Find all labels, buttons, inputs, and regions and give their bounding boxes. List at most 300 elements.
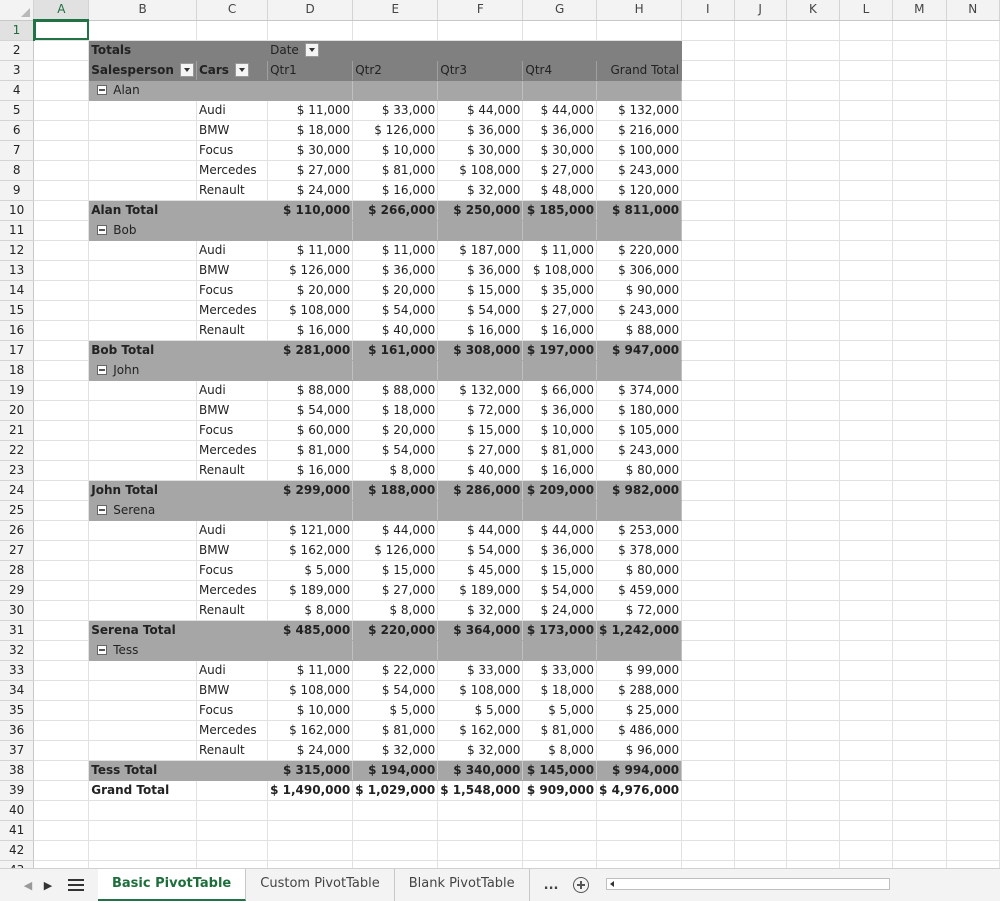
filter-dropdown-icon[interactable] bbox=[305, 43, 319, 57]
pivot-subtotal-value[interactable]: $ 982,000 bbox=[597, 480, 682, 500]
cell[interactable] bbox=[682, 160, 734, 180]
cell[interactable] bbox=[734, 640, 786, 660]
pivot-value-cell[interactable]: $ 5,000 bbox=[353, 700, 438, 720]
pivot-salesperson-field[interactable] bbox=[89, 60, 197, 80]
row-header[interactable]: 21 bbox=[0, 420, 34, 440]
pivot-indent-cell[interactable] bbox=[89, 140, 197, 160]
more-tabs-button[interactable]: ... bbox=[543, 877, 559, 893]
cell[interactable] bbox=[892, 160, 946, 180]
pivot-value-cell[interactable]: $ 30,000 bbox=[268, 140, 353, 160]
cell[interactable] bbox=[892, 680, 946, 700]
cell[interactable] bbox=[34, 500, 89, 520]
cell[interactable] bbox=[682, 240, 734, 260]
cell[interactable] bbox=[682, 800, 734, 820]
cell[interactable] bbox=[734, 700, 786, 720]
cell[interactable] bbox=[34, 540, 89, 560]
cell[interactable] bbox=[523, 20, 597, 40]
cell[interactable] bbox=[840, 600, 893, 620]
cell[interactable] bbox=[734, 120, 786, 140]
pivot-indent-cell[interactable] bbox=[89, 520, 197, 540]
sheet-tab-custom-pivottable[interactable]: Custom PivotTable bbox=[246, 869, 394, 901]
cell[interactable] bbox=[840, 660, 893, 680]
cell[interactable] bbox=[892, 380, 946, 400]
pivot-value-cell[interactable]: $ 486,000 bbox=[597, 720, 682, 740]
cell[interactable] bbox=[682, 520, 734, 540]
pivot-value-cell[interactable]: $ 72,000 bbox=[438, 400, 523, 420]
cell[interactable] bbox=[892, 840, 946, 860]
pivot-subtotal-value[interactable]: $ 1,242,000 bbox=[597, 620, 682, 640]
cell[interactable] bbox=[786, 460, 839, 480]
cell[interactable] bbox=[892, 760, 946, 780]
cell[interactable] bbox=[734, 500, 786, 520]
pivot-value-cell[interactable]: $ 11,000 bbox=[523, 240, 597, 260]
pivot-value-cell[interactable]: $ 20,000 bbox=[353, 420, 438, 440]
pivot-value-cell[interactable]: $ 30,000 bbox=[438, 140, 523, 160]
pivot-subtotal-value[interactable]: $ 145,000 bbox=[523, 760, 597, 780]
pivot-value-cell[interactable]: $ 44,000 bbox=[353, 520, 438, 540]
cell[interactable] bbox=[786, 780, 839, 800]
pivot-indent-cell[interactable] bbox=[89, 540, 197, 560]
cell[interactable] bbox=[946, 80, 999, 100]
pivot-value-cell[interactable]: $ 80,000 bbox=[597, 460, 682, 480]
cell[interactable] bbox=[34, 140, 89, 160]
pivot-car-label[interactable]: Mercedes bbox=[196, 160, 267, 180]
cell[interactable] bbox=[892, 100, 946, 120]
column-header-n[interactable]: N bbox=[946, 0, 999, 20]
cell[interactable] bbox=[268, 840, 353, 860]
pivot-indent-cell[interactable] bbox=[89, 380, 197, 400]
cell[interactable] bbox=[734, 780, 786, 800]
cell[interactable] bbox=[682, 320, 734, 340]
pivot-group-cell[interactable] bbox=[353, 360, 438, 380]
cell[interactable] bbox=[892, 820, 946, 840]
cell[interactable] bbox=[786, 740, 839, 760]
cell[interactable] bbox=[840, 260, 893, 280]
collapse-minus-icon[interactable] bbox=[97, 85, 107, 95]
cell[interactable] bbox=[734, 360, 786, 380]
cell[interactable] bbox=[682, 700, 734, 720]
pivot-group-header[interactable] bbox=[89, 640, 268, 660]
cell[interactable] bbox=[34, 120, 89, 140]
cell[interactable] bbox=[946, 420, 999, 440]
row-header[interactable]: 22 bbox=[0, 440, 34, 460]
cell[interactable] bbox=[34, 160, 89, 180]
cell[interactable] bbox=[892, 480, 946, 500]
pivot-value-cell[interactable]: $ 16,000 bbox=[523, 320, 597, 340]
cell[interactable] bbox=[786, 420, 839, 440]
pivot-group-cell[interactable] bbox=[268, 220, 353, 240]
cell[interactable] bbox=[892, 20, 946, 40]
cell[interactable] bbox=[734, 460, 786, 480]
cell[interactable] bbox=[946, 740, 999, 760]
cell[interactable] bbox=[34, 260, 89, 280]
pivot-car-label[interactable]: Audi bbox=[196, 380, 267, 400]
cell[interactable] bbox=[682, 440, 734, 460]
cell[interactable] bbox=[734, 60, 786, 80]
cell[interactable] bbox=[682, 340, 734, 360]
pivot-value-cell[interactable]: $ 99,000 bbox=[597, 660, 682, 680]
pivot-value-cell[interactable]: $ 378,000 bbox=[597, 540, 682, 560]
pivot-value-cell[interactable]: $ 27,000 bbox=[523, 300, 597, 320]
pivot-car-label[interactable]: Audi bbox=[196, 240, 267, 260]
pivot-subtotal-value[interactable]: $ 194,000 bbox=[353, 760, 438, 780]
row-header[interactable]: 29 bbox=[0, 580, 34, 600]
cell[interactable] bbox=[682, 540, 734, 560]
row-header[interactable]: 17 bbox=[0, 340, 34, 360]
pivot-subtotal-value[interactable]: $ 364,000 bbox=[438, 620, 523, 640]
cell[interactable] bbox=[34, 180, 89, 200]
pivot-group-cell[interactable] bbox=[268, 640, 353, 660]
row-header[interactable]: 41 bbox=[0, 820, 34, 840]
cell[interactable] bbox=[682, 480, 734, 500]
pivot-value-cell[interactable]: $ 306,000 bbox=[597, 260, 682, 280]
pivot-indent-cell[interactable] bbox=[89, 700, 197, 720]
cell[interactable] bbox=[786, 760, 839, 780]
cell[interactable] bbox=[892, 500, 946, 520]
cell[interactable] bbox=[34, 760, 89, 780]
cell[interactable] bbox=[840, 20, 893, 40]
cell[interactable] bbox=[946, 680, 999, 700]
cell[interactable] bbox=[682, 420, 734, 440]
cell[interactable] bbox=[946, 260, 999, 280]
active-cell[interactable] bbox=[34, 20, 89, 40]
pivot-value-cell[interactable]: $ 5,000 bbox=[523, 700, 597, 720]
cell[interactable] bbox=[682, 460, 734, 480]
pivot-indent-cell[interactable] bbox=[89, 660, 197, 680]
cell[interactable] bbox=[682, 80, 734, 100]
cell[interactable] bbox=[34, 740, 89, 760]
cell[interactable] bbox=[840, 60, 893, 80]
pivot-group-header[interactable] bbox=[89, 80, 268, 100]
cell[interactable] bbox=[946, 460, 999, 480]
cell[interactable] bbox=[786, 20, 839, 40]
pivot-group-cell[interactable] bbox=[438, 500, 523, 520]
cell[interactable] bbox=[840, 120, 893, 140]
cell[interactable] bbox=[840, 240, 893, 260]
row-header[interactable]: 11 bbox=[0, 220, 34, 240]
cell[interactable] bbox=[34, 580, 89, 600]
pivot-group-cell[interactable] bbox=[353, 640, 438, 660]
cell[interactable] bbox=[682, 180, 734, 200]
row-header[interactable]: 28 bbox=[0, 560, 34, 580]
cell[interactable] bbox=[734, 160, 786, 180]
cell[interactable] bbox=[734, 380, 786, 400]
cell[interactable] bbox=[946, 160, 999, 180]
cell[interactable] bbox=[892, 140, 946, 160]
pivot-value-cell[interactable]: $ 16,000 bbox=[268, 460, 353, 480]
cell[interactable] bbox=[786, 40, 839, 60]
pivot-value-cell[interactable]: $ 8,000 bbox=[523, 740, 597, 760]
cell[interactable] bbox=[34, 400, 89, 420]
cell[interactable] bbox=[34, 660, 89, 680]
pivot-value-cell[interactable]: $ 16,000 bbox=[268, 320, 353, 340]
row-header[interactable]: 37 bbox=[0, 740, 34, 760]
cell[interactable] bbox=[946, 40, 999, 60]
pivot-grand-total-label[interactable]: Grand Total bbox=[89, 780, 197, 800]
cell[interactable] bbox=[34, 820, 89, 840]
pivot-car-label[interactable]: Renault bbox=[196, 740, 267, 760]
pivot-indent-cell[interactable] bbox=[89, 740, 197, 760]
cell[interactable] bbox=[946, 120, 999, 140]
cell[interactable] bbox=[89, 840, 197, 860]
pivot-indent-cell[interactable] bbox=[89, 460, 197, 480]
cell[interactable] bbox=[682, 40, 734, 60]
scroll-arrow-left-icon[interactable] bbox=[610, 881, 614, 887]
sheet-tab-blank-pivottable[interactable]: Blank PivotTable bbox=[395, 869, 530, 901]
row-header[interactable]: 6 bbox=[0, 120, 34, 140]
pivot-value-cell[interactable]: $ 25,000 bbox=[597, 700, 682, 720]
pivot-car-label[interactable]: Focus bbox=[196, 280, 267, 300]
cell[interactable] bbox=[523, 820, 597, 840]
pivot-group-header[interactable] bbox=[89, 220, 268, 240]
pivot-grand-total-value[interactable]: $ 1,548,000 bbox=[438, 780, 523, 800]
row-header[interactable]: 4 bbox=[0, 80, 34, 100]
cell[interactable] bbox=[682, 660, 734, 680]
pivot-value-cell[interactable]: $ 36,000 bbox=[523, 120, 597, 140]
pivot-car-label[interactable]: BMW bbox=[196, 400, 267, 420]
pivot-grand-total-value[interactable]: $ 1,490,000 bbox=[268, 780, 353, 800]
pivot-indent-cell[interactable] bbox=[89, 600, 197, 620]
row-header[interactable]: 27 bbox=[0, 540, 34, 560]
cell[interactable] bbox=[892, 520, 946, 540]
cell[interactable] bbox=[892, 60, 946, 80]
cell[interactable] bbox=[840, 160, 893, 180]
pivot-value-cell[interactable]: $ 108,000 bbox=[438, 160, 523, 180]
pivot-value-cell[interactable]: $ 54,000 bbox=[353, 680, 438, 700]
pivot-value-cell[interactable]: $ 24,000 bbox=[523, 600, 597, 620]
cell[interactable] bbox=[682, 500, 734, 520]
pivot-subtotal-value[interactable]: $ 185,000 bbox=[523, 200, 597, 220]
pivot-subtotal-value[interactable]: $ 188,000 bbox=[353, 480, 438, 500]
pivot-value-cell[interactable]: $ 33,000 bbox=[353, 100, 438, 120]
cell[interactable] bbox=[734, 840, 786, 860]
cell[interactable] bbox=[786, 480, 839, 500]
cell[interactable] bbox=[840, 440, 893, 460]
pivot-value-cell[interactable]: $ 11,000 bbox=[353, 240, 438, 260]
cell[interactable] bbox=[682, 680, 734, 700]
pivot-grand-total-value[interactable]: $ 4,976,000 bbox=[597, 780, 682, 800]
pivot-value-cell[interactable]: $ 189,000 bbox=[268, 580, 353, 600]
pivot-value-cell[interactable]: $ 162,000 bbox=[268, 540, 353, 560]
column-header-g[interactable]: G bbox=[523, 0, 597, 20]
pivot-value-cell[interactable]: $ 126,000 bbox=[353, 120, 438, 140]
pivot-value-cell[interactable]: $ 45,000 bbox=[438, 560, 523, 580]
pivot-subtotal-value[interactable]: $ 994,000 bbox=[597, 760, 682, 780]
row-header[interactable]: 7 bbox=[0, 140, 34, 160]
cell[interactable] bbox=[734, 760, 786, 780]
pivot-cars-field[interactable] bbox=[196, 60, 267, 80]
cell[interactable] bbox=[34, 700, 89, 720]
pivot-car-label[interactable]: Renault bbox=[196, 460, 267, 480]
row-header[interactable]: 38 bbox=[0, 760, 34, 780]
cell[interactable] bbox=[523, 800, 597, 820]
cell[interactable] bbox=[946, 540, 999, 560]
cell[interactable] bbox=[786, 600, 839, 620]
cell[interactable] bbox=[734, 280, 786, 300]
cell[interactable] bbox=[34, 620, 89, 640]
pivot-value-cell[interactable]: $ 72,000 bbox=[597, 600, 682, 620]
cell[interactable] bbox=[34, 240, 89, 260]
pivot-value-cell[interactable]: $ 220,000 bbox=[597, 240, 682, 260]
row-header[interactable]: 20 bbox=[0, 400, 34, 420]
pivot-value-cell[interactable]: $ 44,000 bbox=[523, 520, 597, 540]
cell[interactable] bbox=[892, 220, 946, 240]
cell[interactable] bbox=[89, 800, 197, 820]
pivot-value-cell[interactable]: $ 44,000 bbox=[523, 100, 597, 120]
pivot-value-cell[interactable]: $ 81,000 bbox=[353, 720, 438, 740]
pivot-value-cell[interactable]: $ 36,000 bbox=[438, 120, 523, 140]
cell[interactable] bbox=[840, 100, 893, 120]
add-sheet-icon[interactable] bbox=[573, 877, 589, 893]
cell[interactable] bbox=[734, 400, 786, 420]
cell[interactable] bbox=[946, 200, 999, 220]
cell[interactable] bbox=[682, 740, 734, 760]
pivot-car-label[interactable]: BMW bbox=[196, 680, 267, 700]
pivot-value-cell[interactable]: $ 66,000 bbox=[523, 380, 597, 400]
cell[interactable] bbox=[946, 320, 999, 340]
pivot-subtotal-value[interactable]: $ 197,000 bbox=[523, 340, 597, 360]
pivot-group-header[interactable] bbox=[89, 360, 268, 380]
pivot-value-cell[interactable]: $ 36,000 bbox=[438, 260, 523, 280]
cell[interactable] bbox=[946, 340, 999, 360]
cell[interactable] bbox=[840, 500, 893, 520]
cell[interactable] bbox=[840, 820, 893, 840]
pivot-car-label[interactable]: Audi bbox=[196, 520, 267, 540]
pivot-value-cell[interactable]: $ 81,000 bbox=[523, 440, 597, 460]
cell[interactable] bbox=[438, 20, 523, 40]
row-header[interactable]: 42 bbox=[0, 840, 34, 860]
cell[interactable] bbox=[892, 640, 946, 660]
pivot-subtotal-value[interactable]: $ 220,000 bbox=[353, 620, 438, 640]
pivot-value-cell[interactable]: $ 180,000 bbox=[597, 400, 682, 420]
pivot-subtotal-value[interactable]: $ 281,000 bbox=[268, 340, 353, 360]
cell[interactable] bbox=[892, 80, 946, 100]
cell[interactable] bbox=[734, 100, 786, 120]
pivot-value-cell[interactable]: $ 32,000 bbox=[353, 740, 438, 760]
cell[interactable] bbox=[946, 20, 999, 40]
pivot-group-cell[interactable] bbox=[353, 500, 438, 520]
pivot-indent-cell[interactable] bbox=[89, 120, 197, 140]
pivot-value-cell[interactable]: $ 36,000 bbox=[353, 260, 438, 280]
cell[interactable] bbox=[840, 460, 893, 480]
row-header[interactable]: 2 bbox=[0, 40, 34, 60]
pivot-car-label[interactable]: Renault bbox=[196, 180, 267, 200]
pivot-subtotal-value[interactable]: $ 947,000 bbox=[597, 340, 682, 360]
cell[interactable] bbox=[34, 100, 89, 120]
cell[interactable] bbox=[840, 320, 893, 340]
collapse-minus-icon[interactable] bbox=[97, 365, 107, 375]
cell[interactable] bbox=[734, 520, 786, 540]
pivot-indent-cell[interactable] bbox=[89, 420, 197, 440]
cell[interactable] bbox=[946, 580, 999, 600]
row-header[interactable]: 24 bbox=[0, 480, 34, 500]
pivot-group-cell[interactable] bbox=[438, 80, 523, 100]
cell[interactable] bbox=[840, 700, 893, 720]
cell[interactable] bbox=[734, 260, 786, 280]
cell[interactable] bbox=[840, 380, 893, 400]
cell[interactable] bbox=[89, 820, 197, 840]
cell[interactable] bbox=[786, 200, 839, 220]
cell[interactable] bbox=[840, 200, 893, 220]
cell[interactable] bbox=[786, 580, 839, 600]
pivot-subtotal-value[interactable]: $ 315,000 bbox=[268, 760, 353, 780]
cell[interactable] bbox=[34, 40, 89, 60]
cell[interactable] bbox=[840, 420, 893, 440]
pivot-value-cell[interactable]: $ 18,000 bbox=[523, 680, 597, 700]
row-header[interactable]: 12 bbox=[0, 240, 34, 260]
cell[interactable] bbox=[597, 840, 682, 860]
cell[interactable] bbox=[786, 820, 839, 840]
cell[interactable] bbox=[734, 540, 786, 560]
cell[interactable] bbox=[34, 780, 89, 800]
cell[interactable] bbox=[34, 340, 89, 360]
cell[interactable] bbox=[734, 560, 786, 580]
row-header[interactable]: 25 bbox=[0, 500, 34, 520]
pivot-car-label[interactable]: BMW bbox=[196, 260, 267, 280]
pivot-group-cell[interactable] bbox=[597, 640, 682, 660]
cell[interactable] bbox=[892, 580, 946, 600]
cell[interactable] bbox=[892, 720, 946, 740]
pivot-group-cell[interactable] bbox=[268, 500, 353, 520]
pivot-value-cell[interactable]: $ 108,000 bbox=[523, 260, 597, 280]
cell[interactable] bbox=[786, 360, 839, 380]
select-all-corner[interactable] bbox=[0, 0, 34, 20]
pivot-value-cell[interactable]: $ 243,000 bbox=[597, 440, 682, 460]
cell[interactable] bbox=[682, 140, 734, 160]
pivot-car-label[interactable]: BMW bbox=[196, 540, 267, 560]
cell[interactable] bbox=[734, 220, 786, 240]
pivot-value-cell[interactable]: $ 54,000 bbox=[268, 400, 353, 420]
sheet-tab-basic-pivottable[interactable]: Basic PivotTable bbox=[98, 869, 246, 901]
cell[interactable] bbox=[840, 520, 893, 540]
scroll-right-icon[interactable]: ▶ bbox=[43, 878, 53, 892]
cell[interactable] bbox=[946, 660, 999, 680]
row-header[interactable]: 32 bbox=[0, 640, 34, 660]
pivot-value-cell[interactable]: $ 8,000 bbox=[268, 600, 353, 620]
pivot-subtotal-value[interactable]: $ 209,000 bbox=[523, 480, 597, 500]
pivot-value-cell[interactable]: $ 35,000 bbox=[523, 280, 597, 300]
cell[interactable] bbox=[34, 640, 89, 660]
cell[interactable] bbox=[682, 720, 734, 740]
pivot-value-cell[interactable]: $ 108,000 bbox=[268, 680, 353, 700]
cell[interactable] bbox=[892, 240, 946, 260]
cell[interactable] bbox=[840, 620, 893, 640]
cell[interactable] bbox=[786, 400, 839, 420]
pivot-value-cell[interactable]: $ 15,000 bbox=[438, 420, 523, 440]
pivot-value-cell[interactable]: $ 20,000 bbox=[353, 280, 438, 300]
cell[interactable] bbox=[353, 800, 438, 820]
cell[interactable] bbox=[34, 680, 89, 700]
pivot-value-cell[interactable]: $ 216,000 bbox=[597, 120, 682, 140]
cell[interactable] bbox=[840, 140, 893, 160]
cell[interactable] bbox=[840, 180, 893, 200]
pivot-subtotal-label[interactable]: Tess Total bbox=[89, 760, 268, 780]
pivot-value-cell[interactable]: $ 33,000 bbox=[438, 660, 523, 680]
cell[interactable] bbox=[892, 540, 946, 560]
cell[interactable] bbox=[268, 20, 353, 40]
cell[interactable] bbox=[34, 800, 89, 820]
cell[interactable] bbox=[786, 180, 839, 200]
cell[interactable] bbox=[892, 40, 946, 60]
pivot-group-cell[interactable] bbox=[438, 220, 523, 240]
cell[interactable] bbox=[786, 640, 839, 660]
cell[interactable] bbox=[34, 420, 89, 440]
row-header[interactable]: 35 bbox=[0, 700, 34, 720]
cell[interactable] bbox=[840, 680, 893, 700]
pivot-value-cell[interactable]: $ 32,000 bbox=[438, 180, 523, 200]
pivot-group-cell[interactable] bbox=[523, 220, 597, 240]
cell[interactable] bbox=[734, 440, 786, 460]
